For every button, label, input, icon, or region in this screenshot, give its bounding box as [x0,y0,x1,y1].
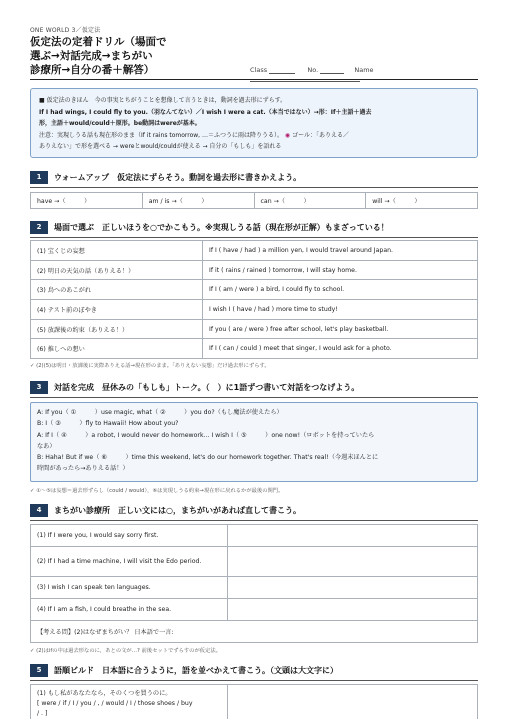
warmup-item[interactable]: can →（ ） [254,193,366,209]
word-order-box [30,684,478,719]
sentence-cell[interactable]: If it ( rains / rained ) tomorrow, I will stay home. [203,260,478,280]
page-title [30,35,245,77]
basics-caution: 注意：実現しうる話も現在形のまま（If it rains tomorrow, …＝ふつうに雨は降りうる）。 [39,131,283,139]
section-2-note: ✓ (2)(5)は明日・放課後に実際ありえる話→現在形のまま。「ありえない妄想」だけ過去形にずらす。 [30,363,270,369]
section-title: 語順ビルド 日本語に合うように，語を並べかえて書こう。（文頭は大文字に） [54,666,338,675]
answer-cell[interactable] [228,525,478,547]
word-order-words: [ were / if / I / you / , / would / I / those shoes / buy [37,700,193,707]
basics-box [30,88,478,158]
name-field[interactable] [250,74,360,82]
section-divider [30,237,478,238]
name-label: Name [354,66,374,74]
clinic-sentence: (4) If I am a fish, I could breathe in the sea. [31,599,228,621]
table-row [31,621,478,643]
title-line: 選ぶ→対話完成→まちがい [30,50,153,62]
section-5-heading [30,663,338,679]
scene-cell: (2) 明日の天気の話（ありえる！） [31,260,203,280]
section-number: 1 [30,171,48,184]
dialog-line[interactable]: A: If you（ ① ）use magic, what（ ② ）you do?（もし魔法が使えたら） [37,409,283,416]
basics-line: ■ 仮定法のきほん 今の事実とちがうことを想像して言うときは，動詞を過去形にずらす。 [39,97,287,104]
dialog-line[interactable]: A: If I（ ④ ）a robot, I would never do homework... I wish I（ ⑤ ）one now!（ロボットを持っていたら [37,431,375,439]
scene-cell: (4) テスト前のぼやき [31,300,203,320]
think-question[interactable]: 【考える問】(2)はなぜまちがい？ 日本語で一言: [31,621,478,643]
dialog-line: なあ） [37,442,56,450]
word-order-item [31,685,228,719]
title-line: 仮定法の定着ドリル（場面で [30,36,167,48]
section-divider [30,520,478,521]
table-row [31,300,478,320]
table-row [31,547,478,577]
choose-table [30,240,478,359]
section-title: ウォームアップ 仮定法にずらそう。動詞を過去形に書きかえよう。 [54,173,302,182]
dialog-line[interactable]: B: Haha! But if we（ ⑥ ）time this weekend, let's do our homework together. That's real!（今週末ほんとに [37,454,379,462]
basics-goal: ゴール：「ありえる／ [292,131,349,139]
clinic-sentence: (1) If I were you, I would say sorry first. [31,525,228,547]
table-row [31,339,478,359]
basics-line: 形，主語＋would/could＋原形。be動詞はwereが基本。 [39,120,201,127]
section-1-heading [30,170,301,186]
answer-cell[interactable] [228,599,478,621]
class-field[interactable] [269,66,295,74]
basics-line: ありえない」で形を選べる → wereとwould/couldが使える → 自分の「もしも」を語れる [39,143,282,150]
table-row [31,280,478,300]
section-title: 場面で選ぶ 正しいほうを○でかこもう。※実現しうる話（現在形が正解）もまざっている！ [54,223,389,232]
header-divider [30,79,478,80]
answer-cell[interactable] [228,577,478,599]
dialog-line: 時間があったら→ありえる話！） [37,465,129,473]
scene-cell: (1) 宝くじの妄想 [31,241,203,261]
sentence-cell[interactable]: If you ( are / were ) free after school, let's play basketball. [203,319,478,339]
word-order-prompt: (1) もし私があなたなら，そのくつを買うのに。 [37,690,172,697]
series-label: ONE WORLD 3／仮定法 [30,27,101,34]
word-order-words: / . ] [37,710,48,717]
goal-icon: ◉ [284,131,291,139]
table-row [31,599,478,621]
basics-line [39,130,469,142]
scene-cell: (6) 推しへの想い [31,339,203,359]
section-number: 5 [30,664,48,677]
warmup-table [30,192,478,209]
table-row [31,241,478,261]
table-row [31,319,478,339]
section-divider [30,680,478,681]
table-row [31,577,478,599]
answer-cell[interactable] [228,547,478,577]
dialog-box [30,402,478,482]
table-row [31,260,478,280]
sentence-cell[interactable]: If I ( have / had ) a million yen, I would travel around Japan. [203,241,478,261]
section-divider [30,397,478,398]
basics-line: If I had wings, I could fly to you.（羽なんてない）／I wish I were a cat.（本当ではない）→形：If＋主語＋過去 [39,108,372,116]
no-label: No. [307,66,319,74]
sentence-cell[interactable]: I wish I ( have / had ) more time to study! [203,300,478,320]
section-4-heading [30,503,301,519]
section-number: 2 [30,221,48,234]
section-title: 対話を完成 昼休みの「もしも」トーク。（ ）に1語ずつ書いて対話をつなげよう。 [54,383,360,392]
section-divider [30,187,478,188]
section-number: 3 [30,381,48,394]
scene-cell: (5) 放課後の約束（ありえる！） [31,319,203,339]
section-2-heading [30,220,389,236]
section-4-note: ✓ (2)はifの中は過去形なのに，あとの文が…? 前後セットでずらすのが仮定法。 [30,648,221,654]
clinic-table [30,524,478,643]
dialog-line[interactable]: B: I（ ③ ）fly to Hawaii! How about you? [37,420,179,428]
section-3-note: ✓ ①〜⑤は妄想＝過去形ずらし（could / would），⑥は実現しうる約束→現在形に戻れるかが最後の関門。 [30,488,284,494]
section-title: まちがい診療所 正しい文には○，まちがいがあれば直して書こう。 [54,506,301,515]
clinic-sentence: (2) If I had a time machine, I will visit the Edo period. [31,547,228,577]
sentence-cell[interactable]: If I ( am / were ) a bird, I could fly to school. [203,280,478,300]
warmup-item[interactable]: will →（ ） [366,193,478,209]
section-number: 4 [30,504,48,517]
warmup-item[interactable]: am / is →（ ） [142,193,254,209]
sentence-cell[interactable]: If I ( can / could ) meet that singer, I would ask for a photo. [203,339,478,359]
class-label: Class [250,66,268,74]
scene-cell: (3) 鳥へのあこがれ [31,280,203,300]
title-line: 診療所→自分の番＋解答） [30,64,155,76]
warmup-item[interactable]: have →（ ） [31,193,143,209]
section-3-heading [30,380,359,396]
clinic-sentence: (3) I wish I can speak ten languages. [31,577,228,599]
table-row [31,525,478,547]
no-field[interactable] [320,66,344,74]
